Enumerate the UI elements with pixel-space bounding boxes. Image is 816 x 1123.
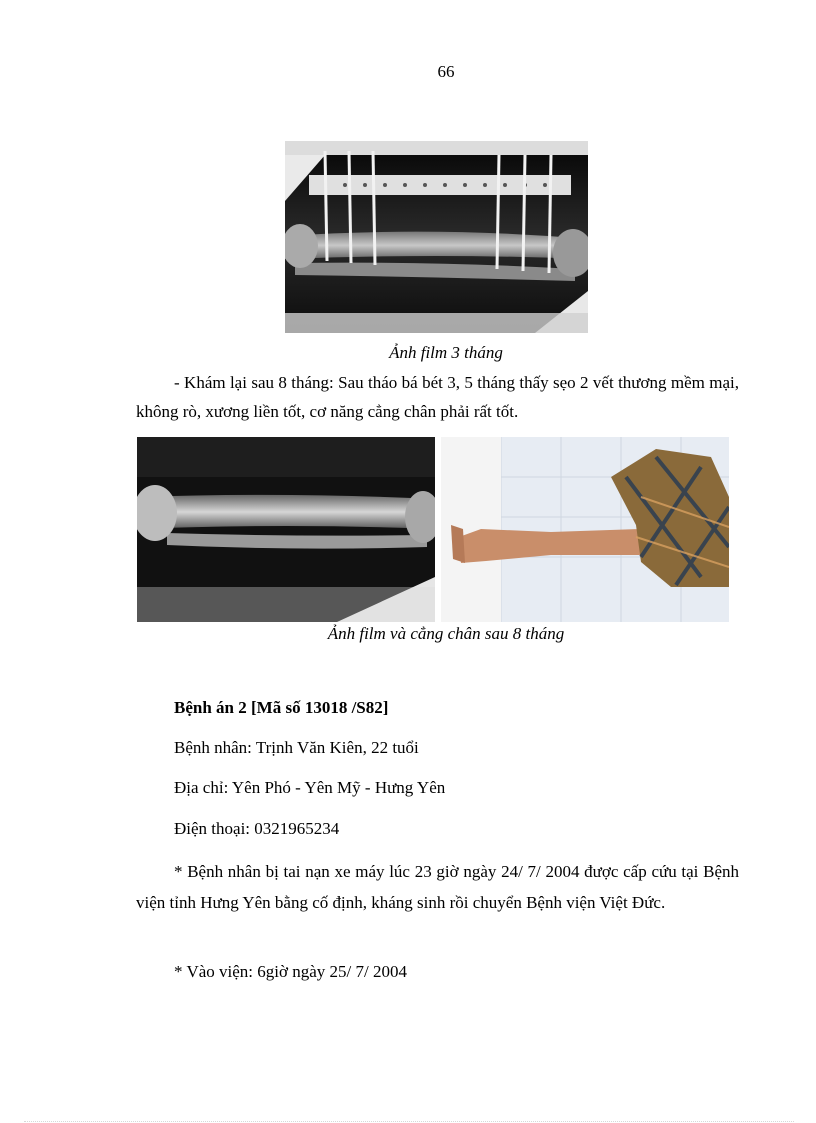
healed-bone-xray-image — [137, 437, 435, 622]
page-number: 66 — [437, 62, 455, 81]
address-line: Địa chỉ: Yên Phó - Yên Mỹ - Hưng Yên — [174, 778, 446, 797]
incident-paragraph: * Bệnh nhân bị tai nạn xe máy lúc 23 giờ ngày 24/ 7/ 2004 được cấp cứu tại Bệnh viện tỉnh Hưng Yên bằng cố định, kháng sinh rồi chuyển Bệnh viện Việt Đức. — [136, 862, 739, 912]
followup-paragraph: - Khám lại sau 8 tháng: Sau tháo bá bét 3, 5 tháng thấy sẹo 2 vết thương mềm mại, không rò, xương liền tốt, cơ năng cẳng chân phải rất tốt. — [136, 373, 739, 421]
admission-line: * Vào viện: 6giờ ngày 25/ 7/ 2004 — [174, 962, 407, 981]
phone-line: Điện thoại: 0321965234 — [174, 819, 340, 838]
figure2-caption: Ảnh film và cẳng chân sau 8 tháng — [327, 624, 565, 643]
figure1-caption: Ảnh film 3 tháng — [389, 343, 503, 362]
bone-xray-external-fixator-image — [285, 141, 588, 333]
patient-leg-photo-image — [441, 437, 729, 622]
patient-line: Bệnh nhân: Trịnh Văn Kiên, 22 tuổi — [174, 738, 419, 757]
case-title: Bệnh án 2 [Mã số 13018 /S82] — [174, 698, 389, 717]
footer-rule — [24, 1121, 794, 1122]
